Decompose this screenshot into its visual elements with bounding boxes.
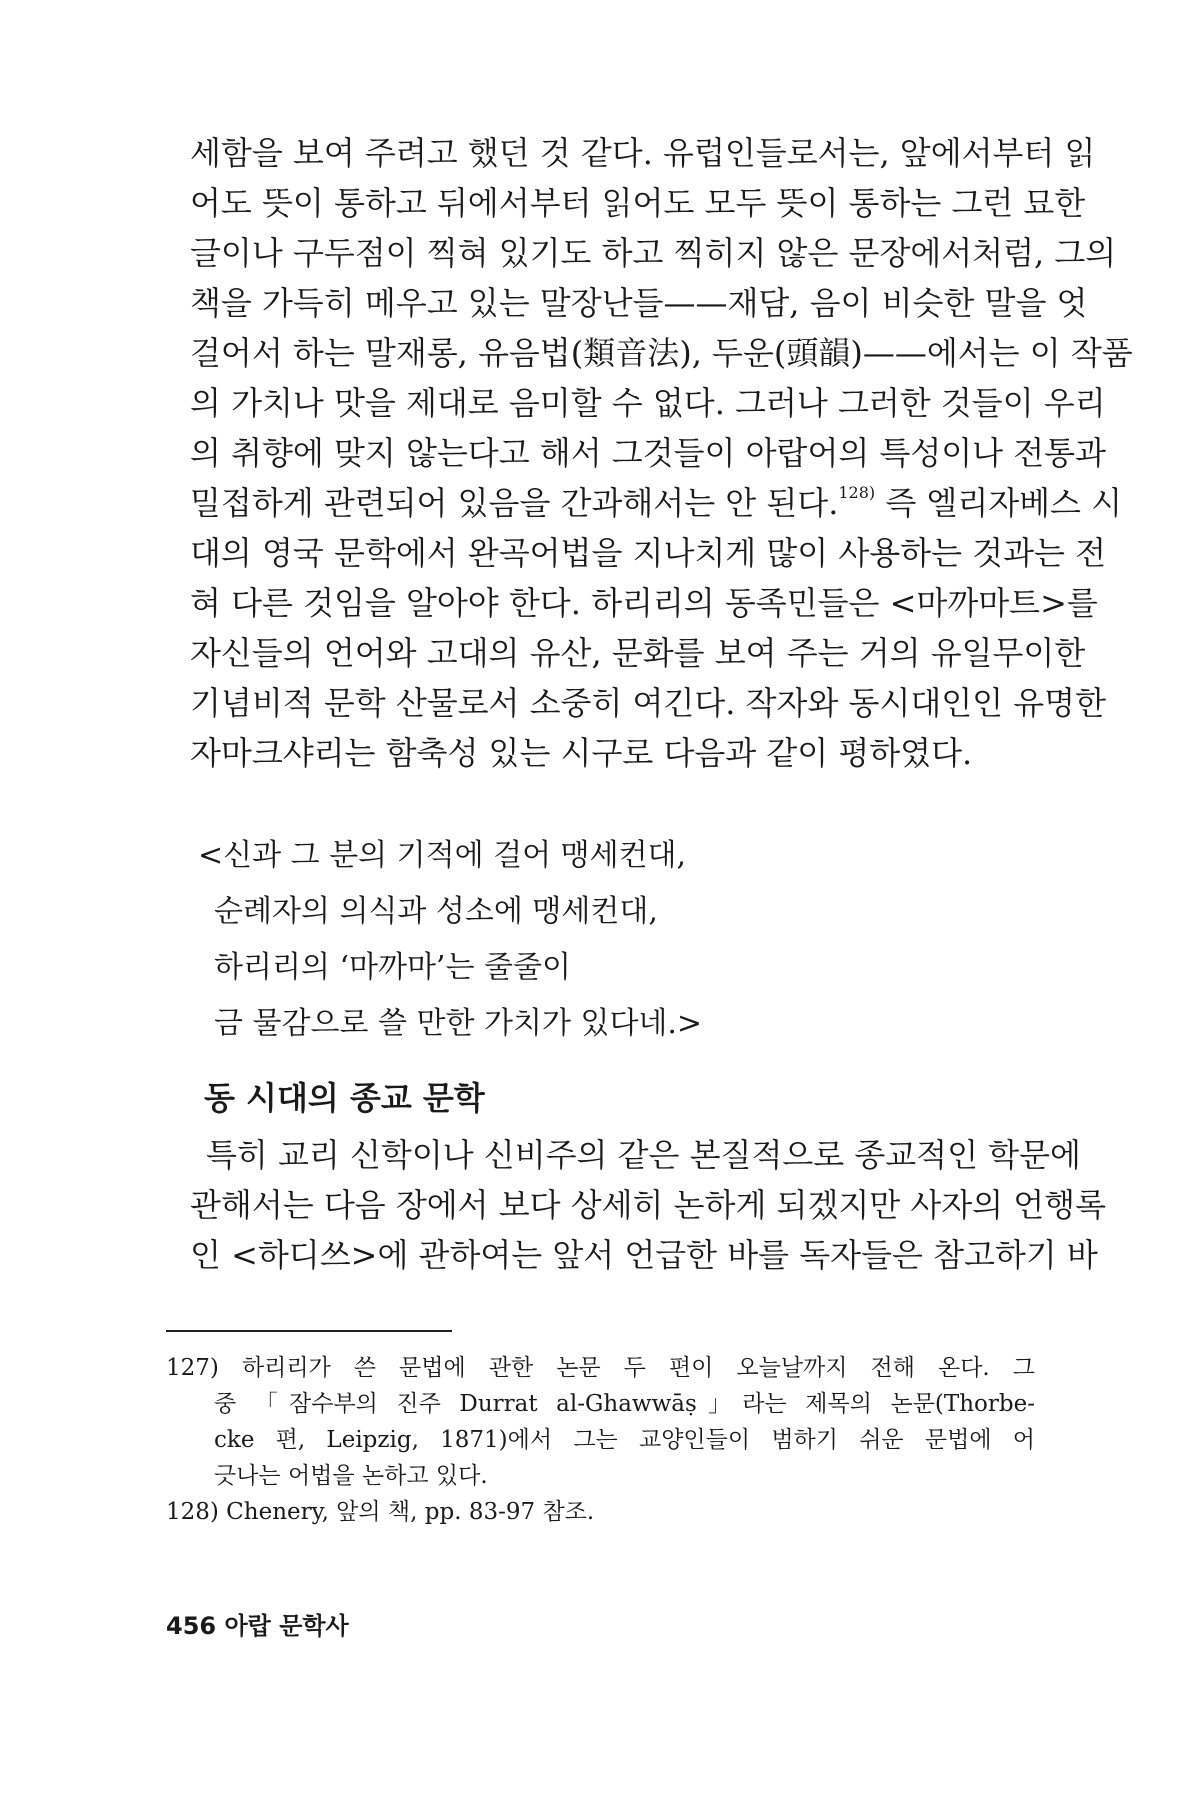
section-line-1: 특히 교리 신학이나 신비주의 같은 본질적으로 종교적인 학문에	[206, 1136, 1081, 1174]
body-line-7: 의 취향에 맞지 않는다고 해서 그것들이 아랍어의 특성이나 전통과	[190, 434, 1107, 472]
body-line-3: 글이나 구두점이 찍혀 있기도 하고 찍히지 않은 문장에서처럼, 그의	[190, 234, 1117, 272]
footnotes	[166, 1350, 1035, 1530]
poem-line-3: 하리리의 ‘마까마’는 줄줄이	[214, 950, 571, 985]
footnote-127-line-4: 긋나는 어법을 논하고 있다.	[214, 1463, 488, 1489]
body-line-9: 대의 영국 문학에서 완곡어법을 지나치게 많이 사용하는 것과는 전	[190, 534, 1107, 572]
section-paragraph	[190, 1130, 1107, 1280]
running-footer	[166, 1610, 349, 1642]
body-line-11: 자신들의 언어와 고대의 유산, 문화를 보여 주는 거의 유일무이한	[190, 634, 1086, 672]
body-line-8	[190, 478, 1123, 528]
footnote-127-line-1: 127) 하리리가 쓴 문법에 관한 논문 두 편이 오늘날까지 전해 온다. 그	[166, 1355, 1035, 1381]
page-number: 456	[166, 1612, 217, 1640]
poem-line-4: 금 물감으로 쓸 만한 가치가 있다네.>	[214, 1006, 703, 1041]
body-line-6: 의 가치나 맛을 제대로 음미할 수 없다. 그러나 그러한 것들이 우리	[190, 384, 1106, 422]
section-heading: 동 시대의 종교 문학	[204, 1079, 485, 1117]
footnote-127-line-3: cke 편, Leipzig, 1871)에서 그는 교양인들이 범하기 쉬운 문법에 어	[214, 1427, 1035, 1453]
body-paragraph	[190, 128, 1133, 778]
quoted-poem	[198, 828, 998, 1052]
body-line-5: 걸어서 하는 말재롱, 유음법(類音法), 두운(頭韻)——에서는 이 작품	[190, 334, 1133, 372]
poem-line-2: 순례자의 의식과 성소에 맹세컨대,	[214, 894, 658, 929]
body-line-4: 책을 가득히 메우고 있는 말장난들——재담, 음이 비슷한 말을 엇	[190, 284, 1088, 322]
body-line-8-tail: 즉 엘리자베스 시	[875, 484, 1123, 522]
body-line-10: 혀 다른 것임을 알아야 한다. 하리리의 동족민들은 <마까마트>를	[190, 584, 1098, 622]
body-line-12: 기념비적 문학 산물로서 소중히 여긴다. 작자와 동시대인인 유명한	[190, 684, 1107, 722]
body-line-1: 세함을 보여 주려고 했던 것 같다. 유럽인들로서는, 앞에서부터 읽	[190, 134, 1096, 172]
poem-line-1: <신과 그 분의 기적에 걸어 맹세컨대,	[198, 838, 687, 873]
footnote-divider	[166, 1330, 452, 1332]
footnote-128: 128) Chenery, 앞의 책, pp. 83-97 참조.	[166, 1499, 595, 1525]
body-line-13: 자마크샤리는 함축성 있는 시구로 다음과 같이 평하였다.	[190, 734, 973, 772]
footnote-reference-128[interactable]: 128)	[838, 483, 876, 502]
body-line-2: 어도 뜻이 통하고 뒤에서부터 읽어도 모두 뜻이 통하는 그런 묘한	[190, 184, 1086, 222]
book-title: 아랍 문학사	[224, 1612, 349, 1640]
body-line-8-text: 밀접하게 관련되어 있음을 간과해서는 안 된다.	[190, 484, 839, 522]
footnote-127-line-2: 중 「잠수부의 진주 Durrat al-Ghawwāṣ」라는 제목의 논문(Thorbe-	[214, 1391, 1035, 1417]
section-line-3: 인 <하디쓰>에 관하여는 앞서 언급한 바를 독자들은 참고하기 바	[190, 1236, 1098, 1274]
section-line-2: 관해서는 다음 장에서 보다 상세히 논하게 되겠지만 사자의 언행록	[190, 1186, 1107, 1224]
